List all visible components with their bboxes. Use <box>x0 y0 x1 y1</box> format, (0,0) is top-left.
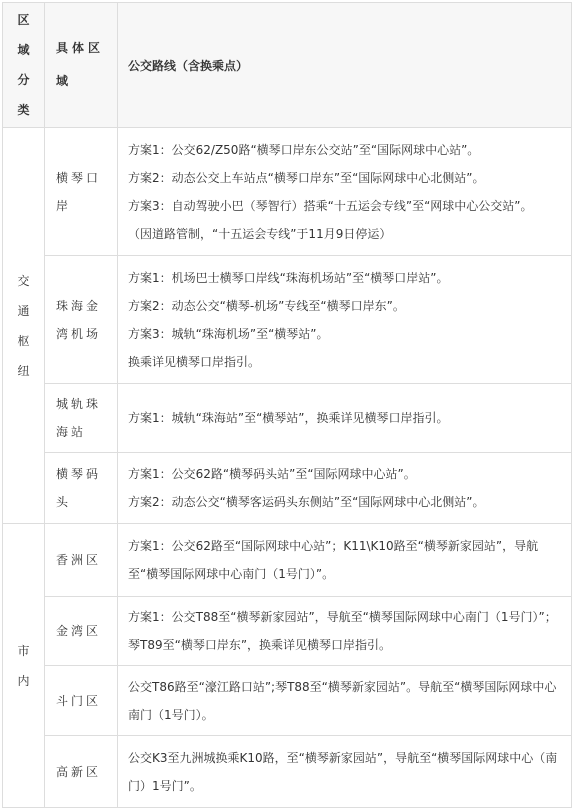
header-area-label: 具体区域 <box>56 41 105 88</box>
area-label: 珠海金湾机场 <box>56 298 102 341</box>
table-row <box>3 524 572 597</box>
routes-cell <box>118 256 572 384</box>
area-cell <box>45 128 118 256</box>
area-label: 金湾区 <box>56 624 102 638</box>
region-char: 纽 <box>17 363 30 378</box>
table-row <box>3 256 572 384</box>
header-region-char: 域 <box>17 43 30 57</box>
header-region-char: 分 <box>17 73 30 87</box>
region-cell-city <box>3 524 45 808</box>
routes-cell <box>118 736 572 808</box>
table-row <box>3 453 572 524</box>
route-line: 换乘详见横琴口岸指引。 <box>128 354 261 369</box>
route-line: 方案1：公交62/Z50路“横琴口岸东公交站”至“国际网球中心站”。 <box>128 142 480 157</box>
region-char: 市 <box>17 643 30 658</box>
routes-cell <box>118 384 572 453</box>
area-label: 横琴口岸 <box>56 170 102 213</box>
area-cell <box>45 524 118 597</box>
route-line: （因道路管制，“十五运会专线”于11月9日停运） <box>128 226 392 241</box>
route-line: 方案1：公交62路“横琴码头站”至“国际网球中心站”。 <box>128 467 416 481</box>
area-cell <box>45 597 118 666</box>
header-routes-cell <box>118 3 572 128</box>
area-label: 斗门区 <box>56 693 102 708</box>
routes-cell <box>118 453 572 524</box>
region-char: 枢 <box>17 333 30 348</box>
table-header-row <box>3 3 572 128</box>
area-label: 高新区 <box>56 764 102 779</box>
area-cell <box>45 256 118 384</box>
routes-cell <box>118 597 572 666</box>
routes-cell <box>118 128 572 256</box>
route-text: 方案1：公交T88至“横琴新家园站”，导航至“横琴国际网球中心南门（1号门）”；琴T89至“横琴口岸东”，换乘详见横琴口岸指引。 <box>128 610 557 652</box>
route-line: 方案3：城轨“珠海机场”至“横琴站”。 <box>128 326 329 341</box>
region-char: 通 <box>17 303 30 318</box>
header-region-cell <box>3 3 45 128</box>
area-cell <box>45 384 118 453</box>
header-routes-label: 公交路线（含换乘点） <box>128 58 249 73</box>
route-table <box>2 2 572 808</box>
area-label: 横琴码头 <box>56 467 102 509</box>
route-text: 公交T86路至“濠江路口站”;琴T88至“横琴新家园站”。导航至“横琴国际网球中心南门（1号门）。 <box>128 679 557 722</box>
routes-cell <box>118 524 572 597</box>
region-cell-hub <box>3 128 45 524</box>
table-row <box>3 128 572 256</box>
route-line: 方案2：动态公交上车站点“横琴口岸东”至“国际网球中心北侧站”。 <box>128 170 485 185</box>
table-row <box>3 384 572 453</box>
region-char: 内 <box>17 673 30 688</box>
header-region-char: 类 <box>17 103 30 117</box>
area-label: 香洲区 <box>56 553 102 567</box>
route-line: 方案2：动态公交“横琴客运码头东侧站”至“国际网球中心北侧站”。 <box>128 495 485 509</box>
region-char: 交 <box>17 273 30 288</box>
area-cell <box>45 453 118 524</box>
route-line: 方案3：自动驾驶小巴（琴智行）搭乘“十五运会专线”至“网球中心公交站”。 <box>128 198 533 213</box>
header-area-cell <box>45 3 118 128</box>
route-line: 方案2：动态公交“横琴-机场”专线至“横琴口岸东”。 <box>128 298 405 313</box>
route-line: 方案1：机场巴士横琴口岸线“珠海机场站”至“横琴口岸站”。 <box>128 270 449 285</box>
table-row <box>3 736 572 808</box>
route-line: 方案1：城轨“珠海站”至“横琴站”，换乘详见横琴口岸指引。 <box>128 411 449 425</box>
table-row <box>3 597 572 666</box>
area-cell <box>45 666 118 736</box>
area-cell <box>45 736 118 808</box>
table-row <box>3 666 572 736</box>
route-text: 方案1：公交62路至“国际网球中心站”；K11\K10路至“横琴新家园站”，导航至“横琴国际网球中心南门（1号门）”。 <box>128 539 539 581</box>
route-text: 公交K3至九洲城换乘K10路，至“横琴新家园站”，导航至“横琴国际网球中心（南门）1号门”。 <box>128 750 558 793</box>
header-region-char: 区 <box>17 13 30 27</box>
area-label: 城轨珠海站 <box>56 397 102 439</box>
routes-cell <box>118 666 572 736</box>
